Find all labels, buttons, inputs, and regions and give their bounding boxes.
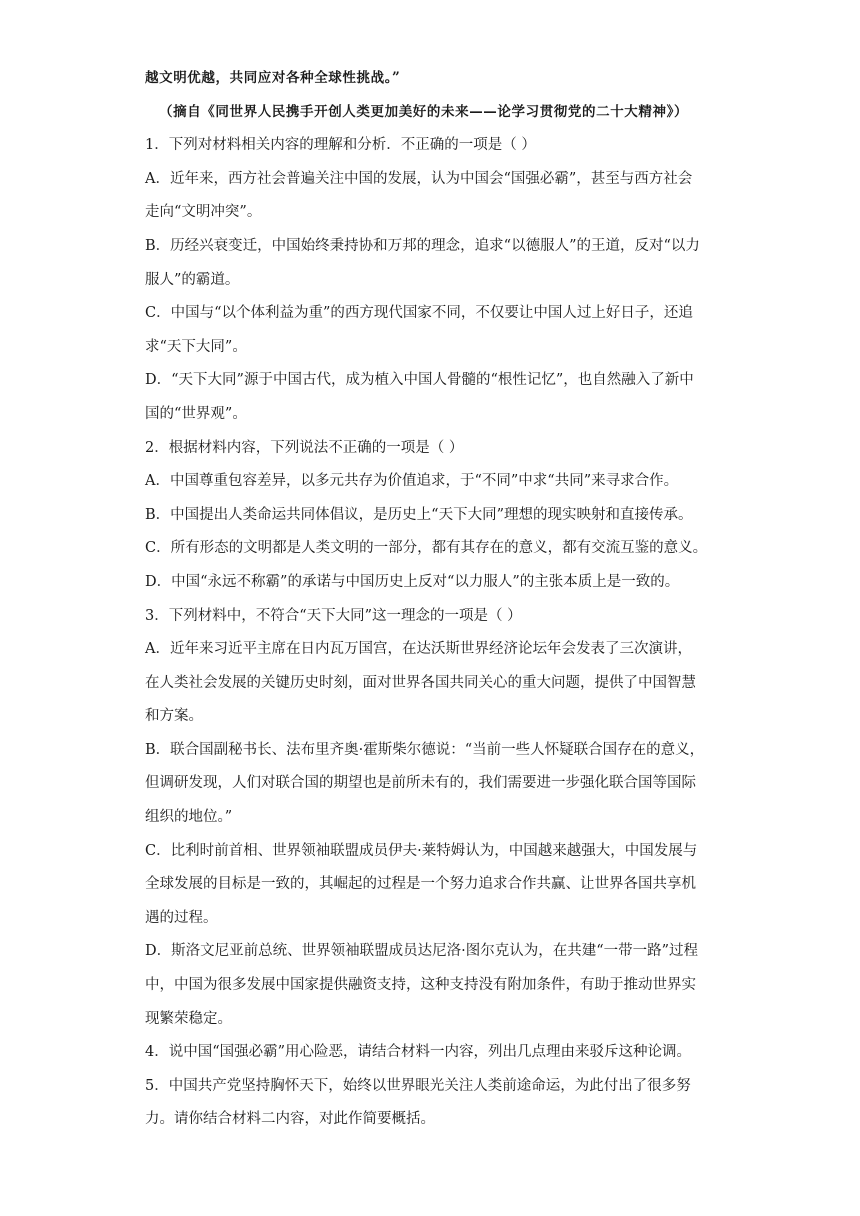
question-2-option-a	[145, 465, 720, 499]
text-line: 但调研发现，人们对联合国的期望也是前所未有的，我们需要进一步强化联合国等国际	[145, 775, 696, 792]
question-1-option-b	[145, 230, 720, 297]
text-line: A．中国尊重包容差异，以多元共存为价值追求，于“不同”中求“共同”来寻求合作。	[145, 473, 679, 490]
question-1-option-d	[145, 364, 720, 431]
text-line: D．“天下大同”源于中国古代，成为植入中国人骨髓的“根性记忆”，也自然融入了新中	[145, 372, 694, 389]
question-3-stem	[145, 600, 720, 634]
text-line: 现繁荣稳定。	[145, 1010, 232, 1027]
question-2-stem	[145, 432, 720, 466]
text-line: 5．中国共产党坚持胸怀天下，始终以世界眼光关注人类前途命运，为此付出了很多努	[145, 1077, 691, 1094]
question-4	[145, 1036, 720, 1070]
text-line: 走向“文明冲突”。	[145, 204, 262, 221]
question-2-option-c	[145, 532, 720, 566]
question-1-option-a	[145, 163, 720, 230]
text-line: 4．说中国“国强必霸”用心险恶，请结合材料一内容，列出几点理由来驳斥这种论调。	[145, 1044, 692, 1061]
text-line: B．中国提出人类命运共同体倡议，是历史上“天下大同”理想的现实映射和直接传承。	[145, 506, 693, 523]
question-2-option-d	[145, 566, 720, 600]
question-1-stem	[145, 129, 720, 163]
text-line: B．联合国副秘书长、法布里齐奥·霍斯柴尔德说：“当前一些人怀疑联合国存在的意义，	[145, 741, 705, 758]
text-line: 组织的地位。”	[145, 809, 233, 826]
text-line: A．近年来习近平主席在日内瓦万国宫，在达沃斯世界经济论坛年会发表了三次演讲，	[145, 641, 692, 658]
text-line: C．所有形态的文明都是人类文明的一部分，都有其存在的意义，都有交流互鉴的意义。	[145, 540, 708, 557]
question-2-option-b	[145, 499, 720, 533]
text-line: 中，中国为很多发展中国家提供融资支持，这种支持没有附加条件，有助于推动世界实	[145, 977, 696, 994]
text-line: 遇的过程。	[145, 909, 218, 926]
question-1-option-c	[145, 297, 720, 364]
document-body	[145, 62, 720, 1137]
text-line: D．斯洛文尼亚前总统、世界领袖联盟成员达尼洛·图尔克认为，在共建“一带一路”过程	[145, 943, 699, 960]
text-line: 国的“世界观”。	[145, 405, 247, 422]
text-line: 求“天下大同”。	[145, 338, 247, 355]
quote-ending: 越文明优越，共同应对各种全球性挑战。”	[145, 70, 401, 86]
question-3-option-d	[145, 935, 720, 1036]
text-line: 1．下列对材料相关内容的理解和分析．不正确的一项是（ ）	[145, 137, 536, 154]
text-line: 3．下列材料中，不符合“天下大同”这一理念的一项是（ ）	[145, 607, 522, 624]
text-line: A．近年来，西方社会普遍关注中国的发展，认为中国会“国强必霸”，甚至与西方社会	[145, 170, 693, 187]
text-line: 在人类社会发展的关键历史时刻，面对世界各国共同关心的重大问题，提供了中国智慧	[145, 674, 696, 691]
text-line: B．历经兴衰变迁，中国始终秉持协和万邦的理念，追求“以德服人”的王道，反对“以力	[145, 237, 700, 254]
question-5	[145, 1070, 720, 1137]
text-line: D．中国“永远不称霸”的承诺与中国历史上反对“以力服人”的主张本质上是一致的。	[145, 573, 680, 590]
text-line: C．比利时前首相、世界领袖联盟成员伊夫·莱特姆认为，中国越来越强大，中国发展与	[145, 842, 698, 859]
text-line: 服人”的霸道。	[145, 271, 240, 288]
question-3-option-b	[145, 734, 720, 835]
text-line: 全球发展的目标是一致的，其崛起的过程是一个努力追求合作共赢、让世界各国共享机	[145, 876, 696, 893]
question-3-option-c	[145, 835, 720, 936]
text-line: 2．根据材料内容，下列说法不正确的一项是（ ）	[145, 439, 464, 456]
text-line: C．中国与“以个体利益为重”的西方现代国家不同，不仅要让中国人过上好日子，还追	[145, 305, 693, 322]
text-line: 和方案。	[145, 708, 203, 725]
text-line: 力。请你结合材料二内容，对此作简要概括。	[145, 1111, 435, 1128]
source-citation: （摘自《同世界人民携手开创人类更加美好的未来——论学习贯彻党的二十大精神》）	[159, 103, 689, 120]
question-3-option-a	[145, 633, 720, 734]
